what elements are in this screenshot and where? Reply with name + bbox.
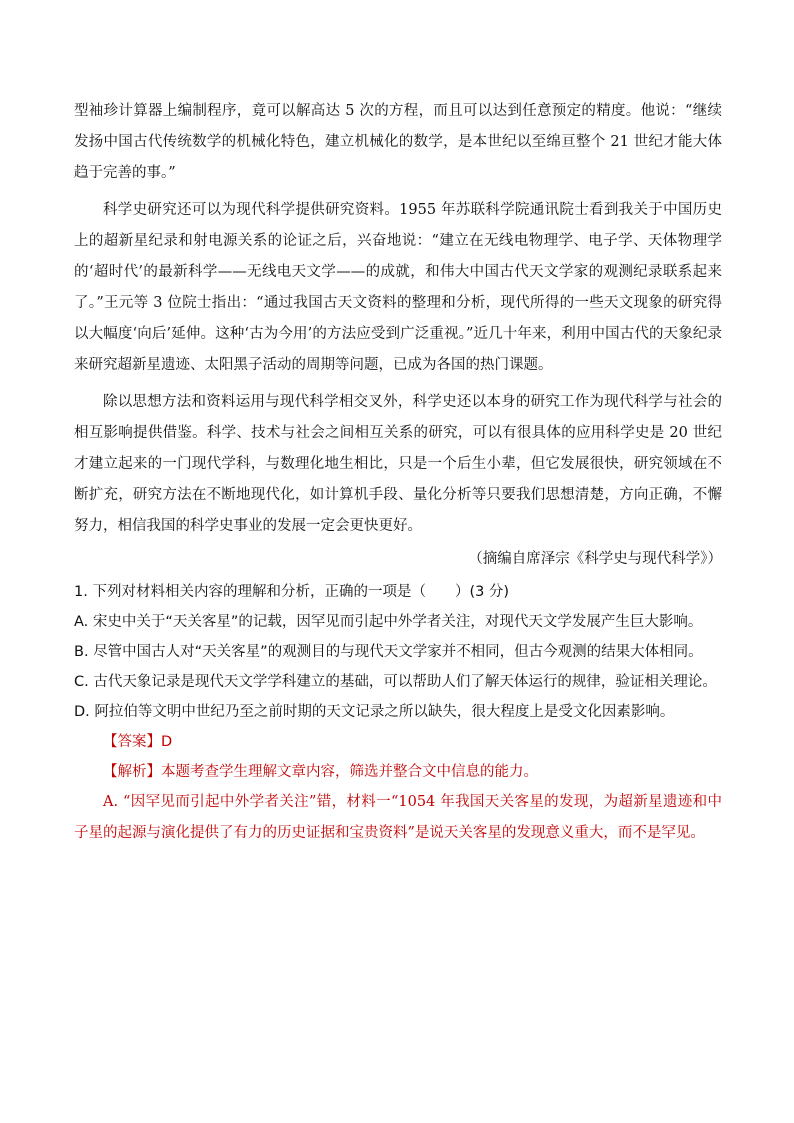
option-b: B. 尽管中国古人对“天关客星”的观测目的与现代天文学家并不相同，但古今观测的结果大体相同。 — [74, 644, 703, 660]
answer-label: 【答案】D — [103, 734, 173, 750]
passage-paragraph-3: 除以思想方法和资料运用与现代科学相交叉外，科学史还以本身的研究工作为现代科学与社会的相互影响提供借鉴。科学、技术与社会之间相互关系的研究，可以有很具体的应用科学史是 20 世纪才建立起来的一门现代学科，与数理化地生相比，只是一个后生小辈，但它发展很快，研究领域在不断扩充，研究方法在不断地现代化，如计算机手段、量化分析等只要我们思想清楚，方向正确，不懈努力，相信我国的科学史事业的发展一定会更快更好。 — [74, 394, 722, 534]
passage-intro: 型袖珍计算器上编制程序，竟可以解高达 5 次的方程，而且可以达到任意预定的精度。他说：“继续发扬中国古代传统数学的机械化特色，建立机械化的数学，是本世纪以至绵亘整个 21 世纪才能大体趋于完善的事。” — [74, 103, 722, 181]
document-page — [74, 96, 722, 849]
analysis-detail: A. “因罕见而引起中外学者关注”错，材料一“1054 年我国天关客星的发现，为超新星遗迹和中子星的起源与演化提供了有力的历史证据和宝贵资料”是说天关客星的发现意义重大，而不是罕见。 — [74, 794, 722, 841]
passage-source: （摘编自席泽宗《科学史与现代科学》） — [468, 551, 722, 567]
analysis-label: 【解析】本题考查学生理解文章内容，筛选并整合文中信息的能力。 — [103, 764, 538, 780]
passage-paragraph-2: 科学史研究还可以为现代科学提供研究资料。1955 年苏联科学院通讯院士看到我关于中国历史上的超新星纪录和射电源关系的论证之后，兴奋地说：“建立在无线电物理学、电子学、天体物理学的‘超时代’的最新科学——无线电天文学——的成就，和伟大中国古代天文学家的观测纪录联系起来了。”王元等 3 位院士指出：“通过我国古天文资料的整理和分析，现代所得的一些天文现象的研究得以大幅度‘向后’延伸。这种‘古为今用’的方法应受到广泛重视。”近几十年来，利用中国古代的天象纪录来研究超新星遗迹、太阳黑子活动的周期等问题，已成为各国的热门课题。 — [74, 202, 722, 373]
option-a: A. 宋史中关于“天关客星”的记载，因罕见而引起中外学者关注，对现代天文学发展产生巨大影响。 — [74, 614, 703, 630]
question-stem: 1. 下列对材料相关内容的理解和分析，正确的一项是（ ）(3 分) — [74, 584, 510, 600]
option-d: D. 阿拉伯等文明中世纪乃至之前时期的天文记录之所以缺失，很大程度上是受文化因素影响。 — [74, 704, 675, 720]
option-c: C. 古代天象记录是现代天文学学科建立的基础，可以帮助人们了解天体运行的规律，验证相关理论。 — [74, 674, 717, 690]
